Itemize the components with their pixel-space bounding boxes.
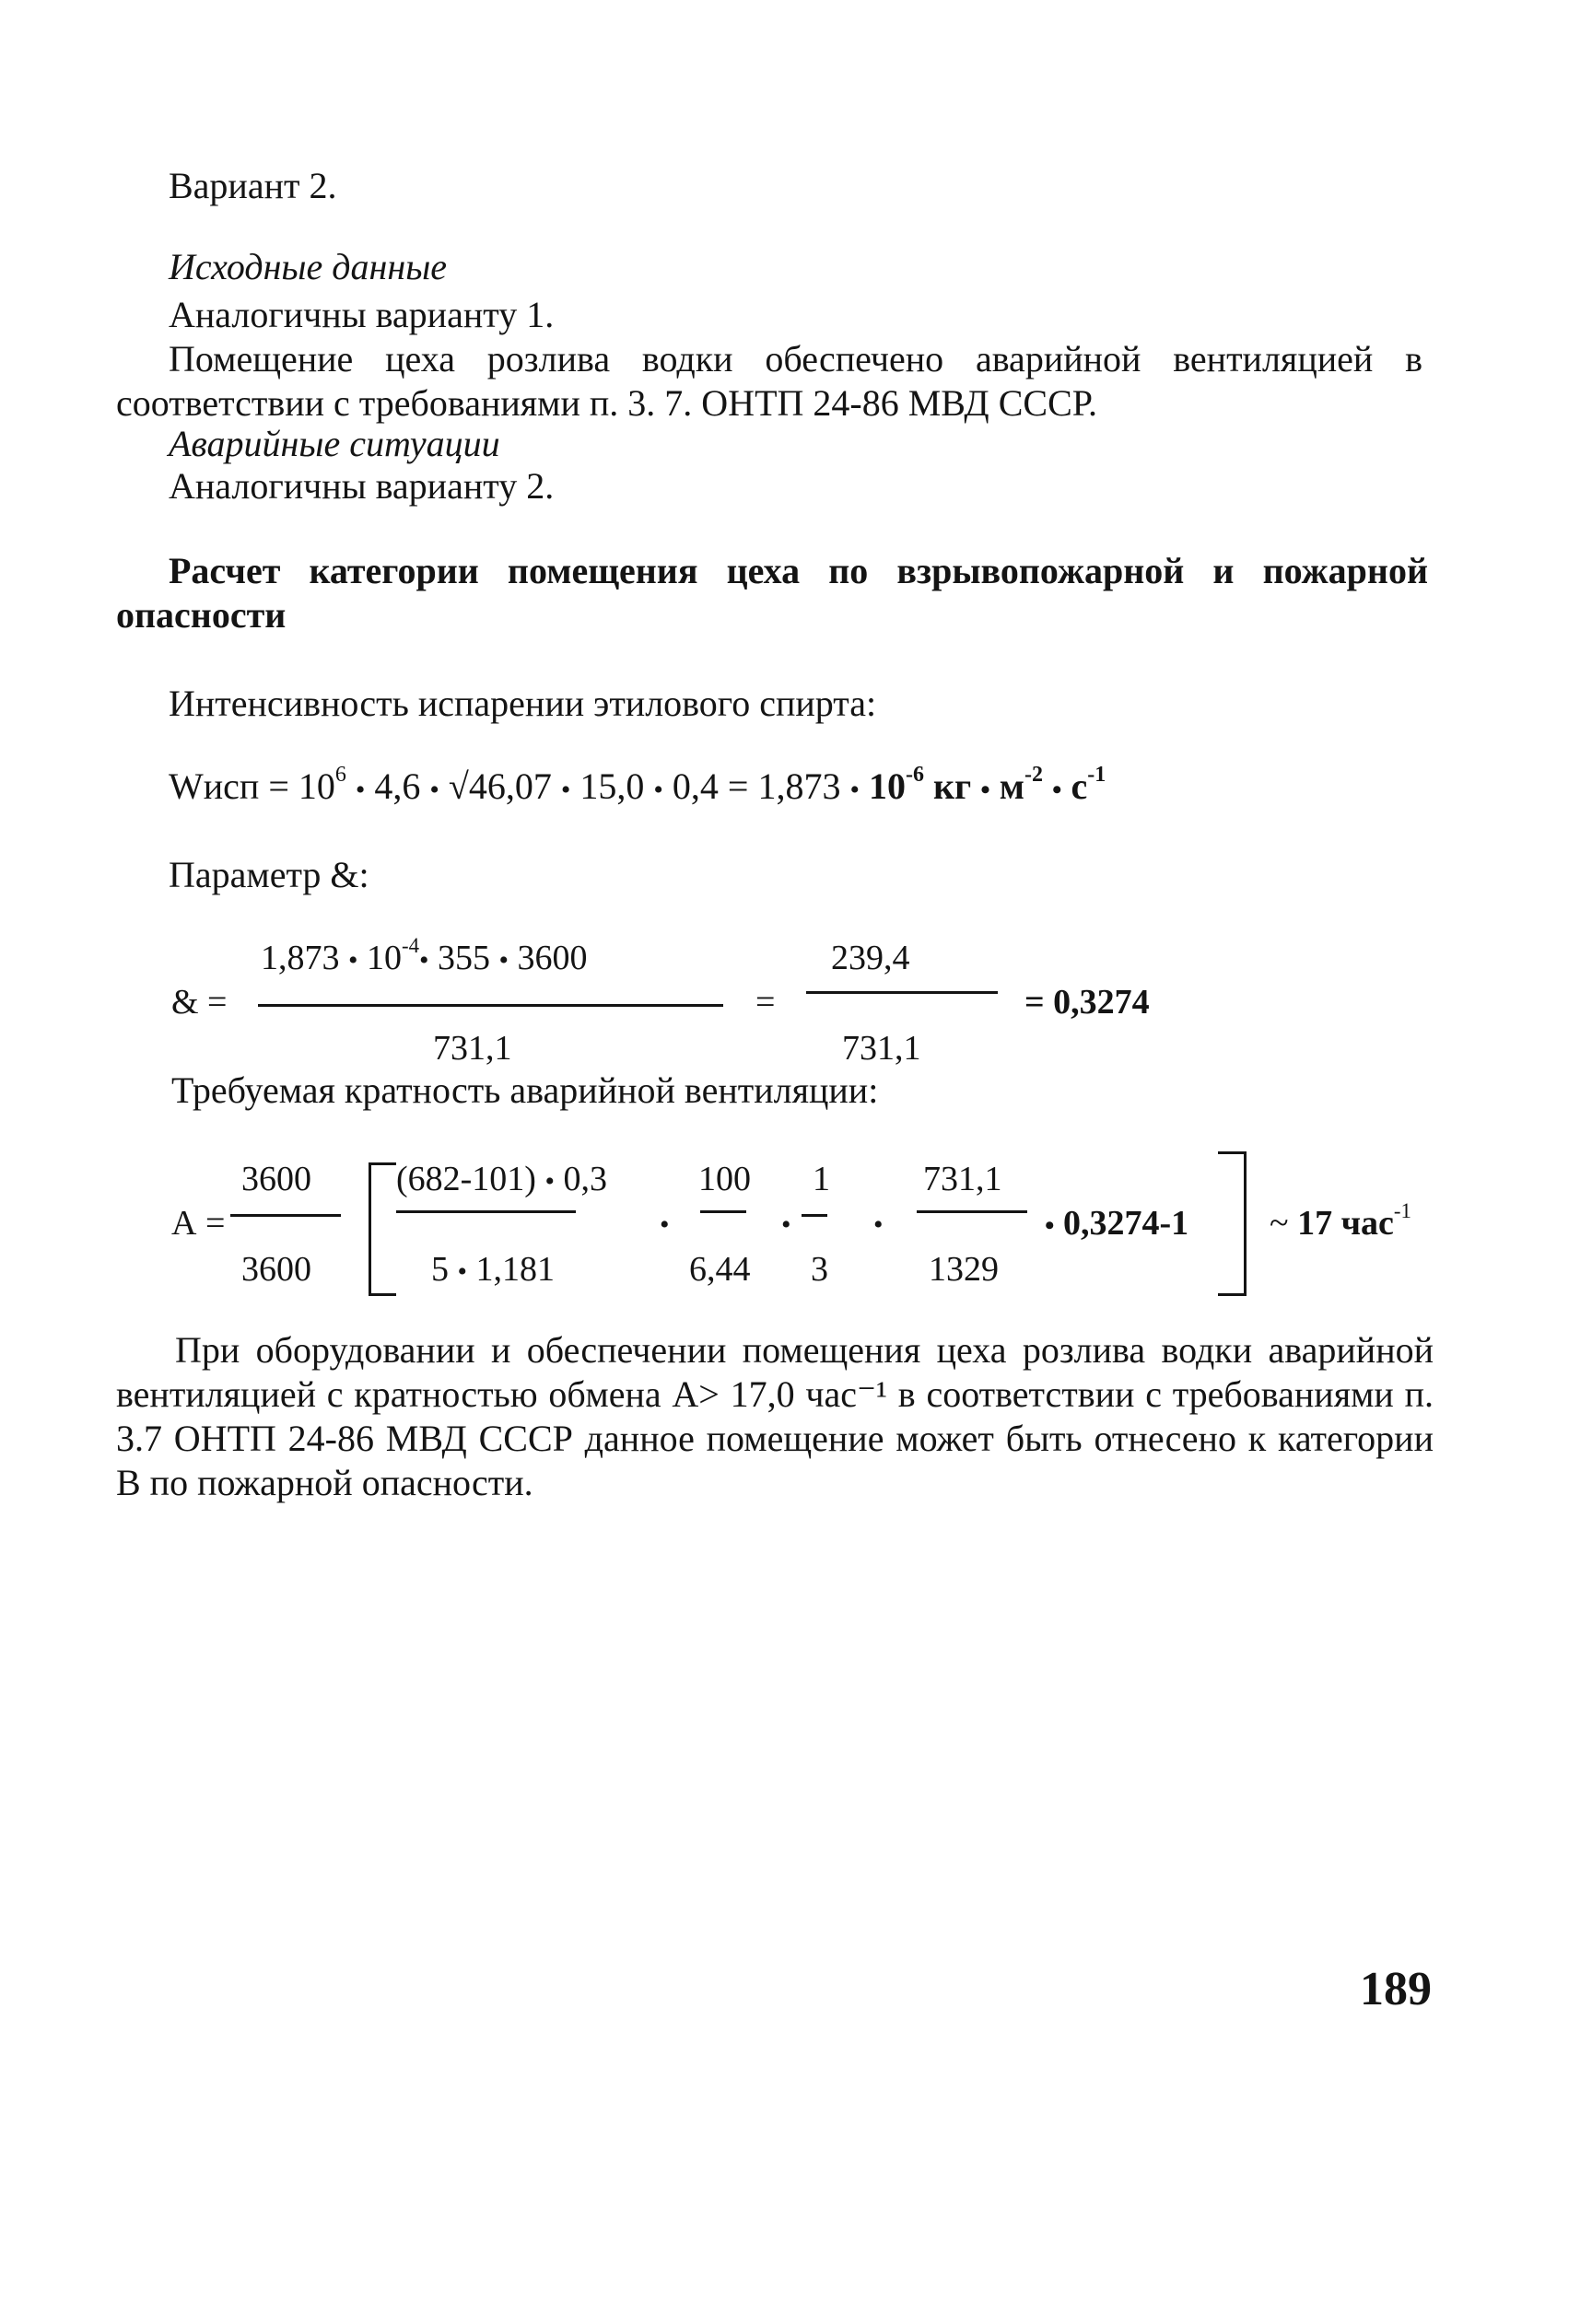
param-equals: = [755, 983, 776, 1022]
f5-bar [917, 1210, 1027, 1213]
f1-denominator: 3600 [241, 1250, 311, 1289]
f5-denominator: 1329 [929, 1250, 999, 1289]
ventilation-lhs: А = [171, 1204, 226, 1243]
param-denominator-1: 731,1 [433, 1029, 512, 1068]
f1-numerator: 3600 [241, 1160, 311, 1198]
f5-numerator: 731,1 [923, 1160, 1002, 1198]
initial-data-paragraph: Помещение цеха розлива водки обеспечено аварийной вентиляцией в соответствии с требованиями п. 3. 7. ОНТП 24-86 МВД СССР. [116, 338, 1422, 424]
formula-lhs: Wисп [169, 765, 260, 807]
variant-title: Вариант 2. [169, 165, 337, 206]
param-denominator-2: 731,1 [842, 1029, 921, 1068]
param-numerator-1: 1,873 • $10^{-4}•$ 355 • 3600 [261, 933, 588, 977]
conclusion-paragraph: При оборудовании и обеспечении помещения цеха розлива водки аварийной вентиляцией с кратностью обмена А> 17,0 час⁻¹ в соответствии с требованиями п. 3.7 ОНТП 24-86 МВД СССР данное помещение может быть отнесено к категории В по пожарной опасности. [116, 1329, 1434, 1503]
bullet-1: • [660, 1209, 670, 1240]
f2-bar [396, 1210, 576, 1213]
bullet-2: • [781, 1209, 791, 1240]
page-number: 189 [1360, 1963, 1432, 2015]
initial-data-heading: Исходные данные [169, 246, 448, 287]
f3-bar [700, 1210, 746, 1213]
param-symbol: & = [171, 983, 228, 1022]
right-bracket [1244, 1151, 1247, 1296]
param-numerator-2: 239,4 [831, 939, 910, 977]
f4-numerator: 1 [813, 1160, 830, 1198]
evaporation-intro: Интенсивность испарении этилового спирта: [169, 683, 877, 724]
right-bracket-top [1218, 1151, 1247, 1154]
f3-denominator: 6,44 [689, 1250, 751, 1289]
emergency-line: Аналогичны варианту 2. [169, 465, 555, 507]
left-bracket-bottom [369, 1293, 396, 1296]
param-fraction-bar-2 [806, 991, 998, 994]
f4-denominator: 3 [811, 1250, 828, 1289]
ventilation-intro: Требуемая кратность аварийной вентиляции: [171, 1069, 879, 1111]
initial-data-line: Аналогичны варианту 1. [169, 294, 555, 335]
right-bracket-bottom [1218, 1293, 1247, 1296]
left-bracket-top [369, 1162, 396, 1165]
f4-bar [802, 1214, 827, 1217]
f3-numerator: 100 [698, 1160, 751, 1198]
section-heading: Расчет категории помещения цеха по взрывопожарной и пожарной опасности [116, 550, 1428, 636]
left-bracket [369, 1162, 371, 1296]
f1-bar [230, 1214, 341, 1217]
param-intro: Параметр &: [169, 854, 369, 895]
param-fraction-bar-1 [258, 1004, 723, 1007]
bullet-3: • [873, 1209, 884, 1240]
evaporation-formula: Wисп = $10^6$ • 4,6 • √46,07 • 15,0 • 0,4 = 1,873 • $10^{-6}$ кг • $м^{-2}$ • $с^{-1}$ [169, 762, 1106, 807]
f2-numerator: (682-101) • 0,3 [396, 1160, 607, 1198]
param-result: = 0,3274 [1024, 983, 1150, 1022]
ventilation-tail: • 0,3274-1 [1045, 1204, 1189, 1243]
emergency-heading: Аварийные ситуации [169, 423, 500, 464]
ventilation-result: ~ 17 час$^{-1}$ [1270, 1198, 1411, 1243]
f2-denominator: 5 • 1,181 [431, 1250, 556, 1289]
